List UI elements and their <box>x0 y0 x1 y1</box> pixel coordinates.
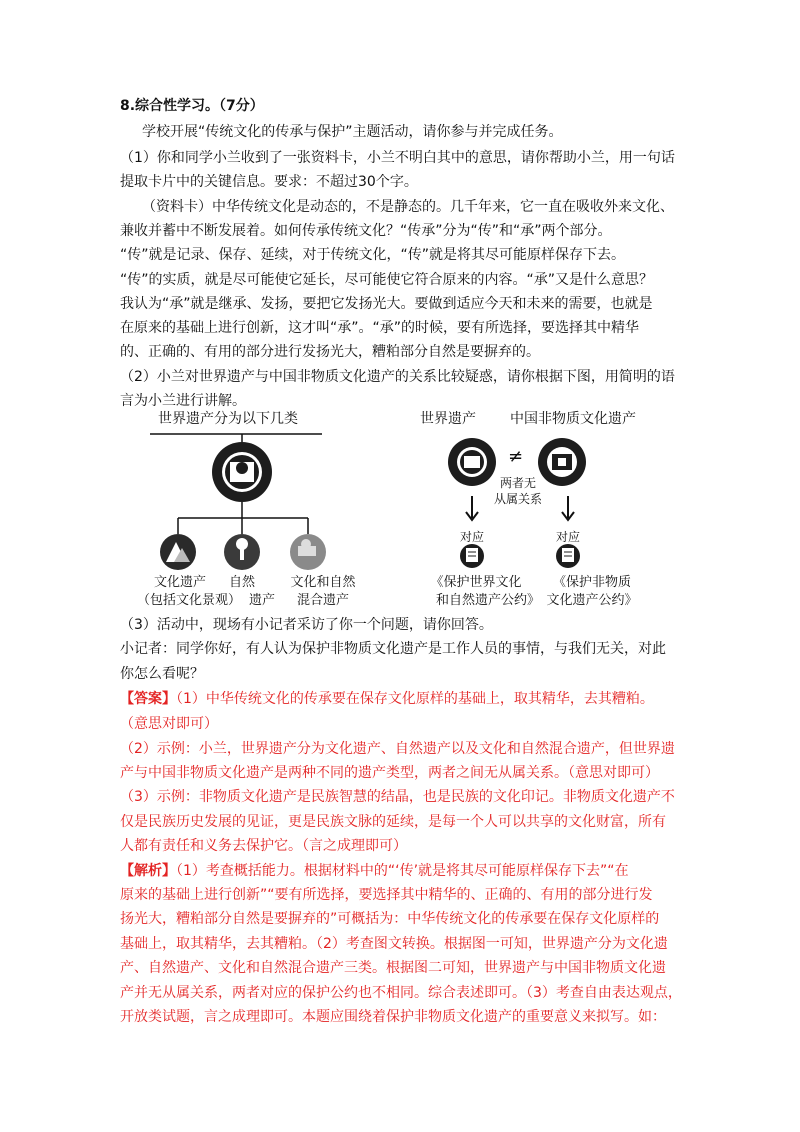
card-line: 在原来的基础上进行创新，这才叫“承”。“承”的时候，要有所选择，要选择其中精华 <box>120 320 640 336</box>
answer-1-line2: （意思对即可） <box>120 716 218 732</box>
label-world-heritage: 世界遗产 <box>420 411 476 427</box>
figure1-title: 世界遗产分为以下几类 <box>158 411 298 427</box>
world-heritage-emblem-icon <box>212 442 272 502</box>
category-natural-line1: 自然 <box>228 575 255 590</box>
natural-heritage-icon <box>224 534 260 570</box>
analysis-tag: 【解析】 <box>120 863 176 879</box>
answer-3-line2: 仅是民族历史发展的见证，更是民族文脉的延续，是每一个人可以共享的文化财富，所有 <box>120 814 666 830</box>
convention-left-line2: 和自然遗产公约》 <box>435 593 540 608</box>
question-title: 8.综合性学习。（7分） <box>120 98 264 114</box>
analysis-line3: 扬光大，糟粕部分自然是要摒弃的”可概括为：中华传统文化的传承要在保存文化原样的 <box>120 911 660 927</box>
convention-document-icon <box>556 544 580 568</box>
reporter-line2: 你怎么看呢？ <box>120 666 204 682</box>
card-line: （资料卡）中华传统文化是动态的，不是静态的。几千年来，它一直在吸收外来文化、 <box>142 199 674 215</box>
category-natural-line2: 遗产 <box>248 593 275 608</box>
category-mixed-line1: 文化和自然 <box>290 575 356 590</box>
answer-line1 <box>120 689 654 709</box>
not-equal-sign: ≠ <box>508 446 524 467</box>
convention-document-icon <box>460 544 484 568</box>
analysis-line6: 产并无从属关系，两者对应的保护公约也不相同。综合表述即可。（3）考查自由表达观点， <box>120 985 682 1001</box>
category-cultural-line2: （包括文化景观） <box>136 593 241 608</box>
card-line: “传”的实质，就是尽可能使它延长，尽可能使它符合原来的内容。“承”又是什么意思？ <box>120 272 654 288</box>
figure-heritage-relation <box>420 406 660 612</box>
convention-right-line1: 《保护非物质 <box>552 575 631 590</box>
category-mixed-line2: 混合遗产 <box>296 593 349 608</box>
card-line: 我认为“承”就是继承、发扬，要把它发扬光大。要做到适应今天和未来的需要，也就是 <box>120 296 653 312</box>
task3-line1: （3）活动中，现场有小记者采访了你一个问题，请你回答。 <box>120 617 493 633</box>
task1-line1: （1）你和同学小兰收到了一张资料卡，小兰不明白其中的意思，请你帮助小兰，用一句话 <box>120 150 675 166</box>
card-line: 的、正确的、有用的部分进行发扬光大，糟粕部分自然是要摒弃的。 <box>120 344 540 360</box>
no-relation-line2: 从属关系 <box>493 492 542 506</box>
corresponds-right: 对应 <box>556 530 581 544</box>
task2-line2: 言为小兰进行讲解。 <box>120 393 246 409</box>
answer-tag: 【答案】 <box>120 691 176 707</box>
card-line: “传”就是记录、保存、延续，对于传统文化，“传”就是将其尽可能原样保存下去。 <box>120 247 626 263</box>
convention-left-line1: 《保护世界文化 <box>430 575 522 590</box>
task1-line2: 提取卡片中的关键信息。要求：不超过30个字。 <box>120 174 418 190</box>
world-heritage-emblem-icon <box>448 438 496 486</box>
question-intro: 学校开展“传统文化的传承与保护”主题活动，请你参与并完成任务。 <box>142 124 563 140</box>
analysis-line4: 基础上，取其精华，去其糟粕。（2）考查图文转换。根据图一可知，世界遗产分为文化遗 <box>120 936 668 952</box>
corresponds-left: 对应 <box>460 530 485 544</box>
no-relation-line1: 两者无 <box>499 476 536 490</box>
label-chinese-ich: 中国非物质文化遗产 <box>510 411 636 427</box>
answer-3-line3: 人都有责任和义务去保护它。（言之成理即可） <box>120 838 407 854</box>
analysis-line7: 开放类试题，言之成理即可。本题应围绕着保护非物质文化遗产的重要意义来拟写。如： <box>120 1009 666 1025</box>
answer-3-line1: （3）示例：非物质文化遗产是民族智慧的结晶，也是民族的文化印记。非物质文化遗产不 <box>120 789 675 805</box>
answer-1-text: （1）中华传统文化的传承要在保存文化原样的基础上，取其精华，去其糟粕。 <box>176 691 654 707</box>
mixed-heritage-icon <box>290 534 326 570</box>
cultural-heritage-icon <box>160 534 196 570</box>
analysis-line5: 产、自然遗产、文化和自然混合遗产三类。根据图二可知，世界遗产与中国非物质文化遗 <box>120 960 666 976</box>
convention-right-line2: 文化遗产公约》 <box>546 593 638 608</box>
answer-2-line1: （2）示例：小兰，世界遗产分为文化遗产、自然遗产以及文化和自然混合遗产，但世界遗 <box>120 741 675 757</box>
answer-2-line2: 产与中国非物质文化遗产是两种不同的遗产类型，两者之间无从属关系。（意思对即可） <box>120 765 659 781</box>
category-cultural-line1: 文化遗产 <box>153 575 206 590</box>
card-line: 兼收并蓄中不断发展着。如何传承传统文化？“传承”分为“传”和“承”两个部分。 <box>120 223 612 239</box>
analysis-text-1: （1）考查概括能力。根据材料中的“‘传’就是将其尽可能原样保存下去”“在 <box>176 863 629 879</box>
figure-world-heritage-categories <box>136 406 356 612</box>
analysis-line1 <box>120 861 629 881</box>
task2-line1: （2）小兰对世界遗产与中国非物质文化遗产的关系比较疑惑，请你根据下图，用简明的语 <box>120 369 675 385</box>
analysis-line2: 原来的基础上进行创新”“要有所选择，要选择其中精华的、正确的、有用的部分进行发 <box>120 887 653 903</box>
reporter-line1: 小记者：同学你好，有人认为保护非物质文化遗产是工作人员的事情，与我们无关，对此 <box>120 641 666 657</box>
